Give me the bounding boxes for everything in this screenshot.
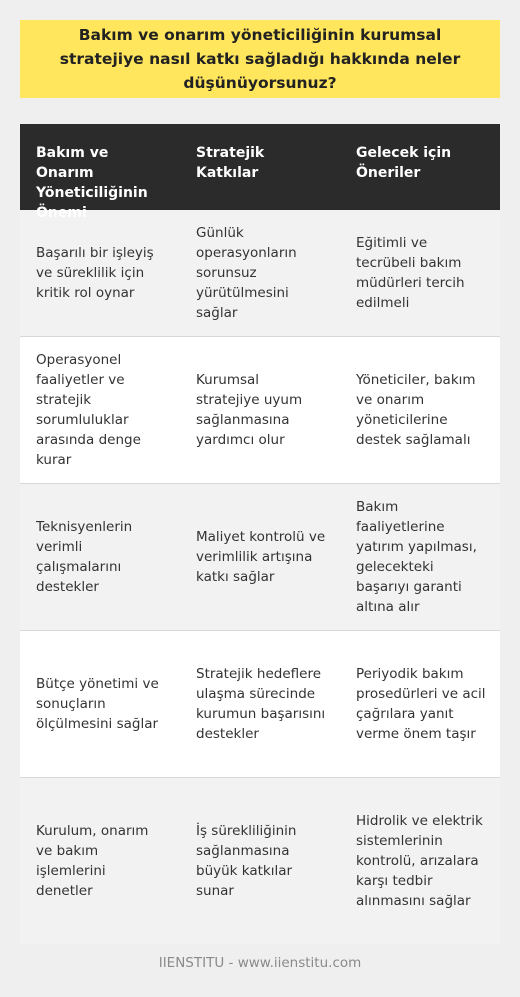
table-cell: Hidrolik ve elektrik sistemlerinin kontrolü, arızalara karşı tedbir alınmasını sağlar <box>356 813 483 909</box>
table-cell: Bakım faaliyetlerine yatırım yapılması, gelecekteki başarıyı garanti altına alır <box>356 499 477 615</box>
table-cell: Eğitimli ve tecrübeli bakım müdürleri tercih edilmeli <box>356 235 465 311</box>
question-banner <box>20 20 500 98</box>
table-cell: İş sürekliliğinin sağlanmasına büyük katkılar sunar <box>196 823 297 899</box>
page-title: Bakım ve onarım yöneticiliğinin kurumsal stratejiye nasıl katkı sağladığı hakkında neler düşünüyorsunuz? <box>59 26 461 92</box>
header-cell-strategic-contributions: Stratejik Katkılar <box>196 145 265 181</box>
table-row <box>20 631 500 777</box>
table-cell: Stratejik hedeflere ulaşma sürecinde kurumun başarısını destekler <box>196 666 326 742</box>
table-row <box>20 778 500 944</box>
table-row <box>20 337 500 483</box>
table-cell: Operasyonel faaliyetler ve stratejik sorumluluklar arasında denge kurar <box>36 352 141 468</box>
table-row <box>20 484 500 630</box>
table-cell: Periyodik bakım prosedürleri ve acil çağrılara yanıt verme önem taşır <box>356 666 486 742</box>
table-cell: Kurumsal stratejiye uyum sağlanmasına yardımcı olur <box>196 372 303 448</box>
footer-credit: IIENSTITU - www.iienstitu.com <box>158 955 362 971</box>
table-cell: Bütçe yönetimi ve sonuçların ölçülmesini sağlar <box>36 676 159 732</box>
table-cell: Maliyet kontrolü ve verimlilik artışına katkı sağlar <box>196 529 326 585</box>
table-cell: Başarılı bir işleyiş ve süreklilik için kritik rol oynar <box>36 245 154 301</box>
header-cell-importance: Bakım ve Onarım Yöneticiliğinin Önemi <box>36 145 148 221</box>
table-cell: Teknisyenlerin verimli çalışmalarını destekler <box>36 519 133 595</box>
table-cell: Yöneticiler, bakım ve onarım yöneticilerine destek sağlamalı <box>356 372 476 448</box>
header-cell-future-recommendations: Gelecek için Öneriler <box>356 145 452 181</box>
table-cell: Kurulum, onarım ve bakım işlemlerini denetler <box>36 823 149 899</box>
table-row <box>20 210 500 336</box>
comparison-table <box>20 124 500 944</box>
table-cell: Günlük operasyonların sorunsuz yürütülmesini sağlar <box>196 225 297 321</box>
table-header-row <box>20 124 500 221</box>
